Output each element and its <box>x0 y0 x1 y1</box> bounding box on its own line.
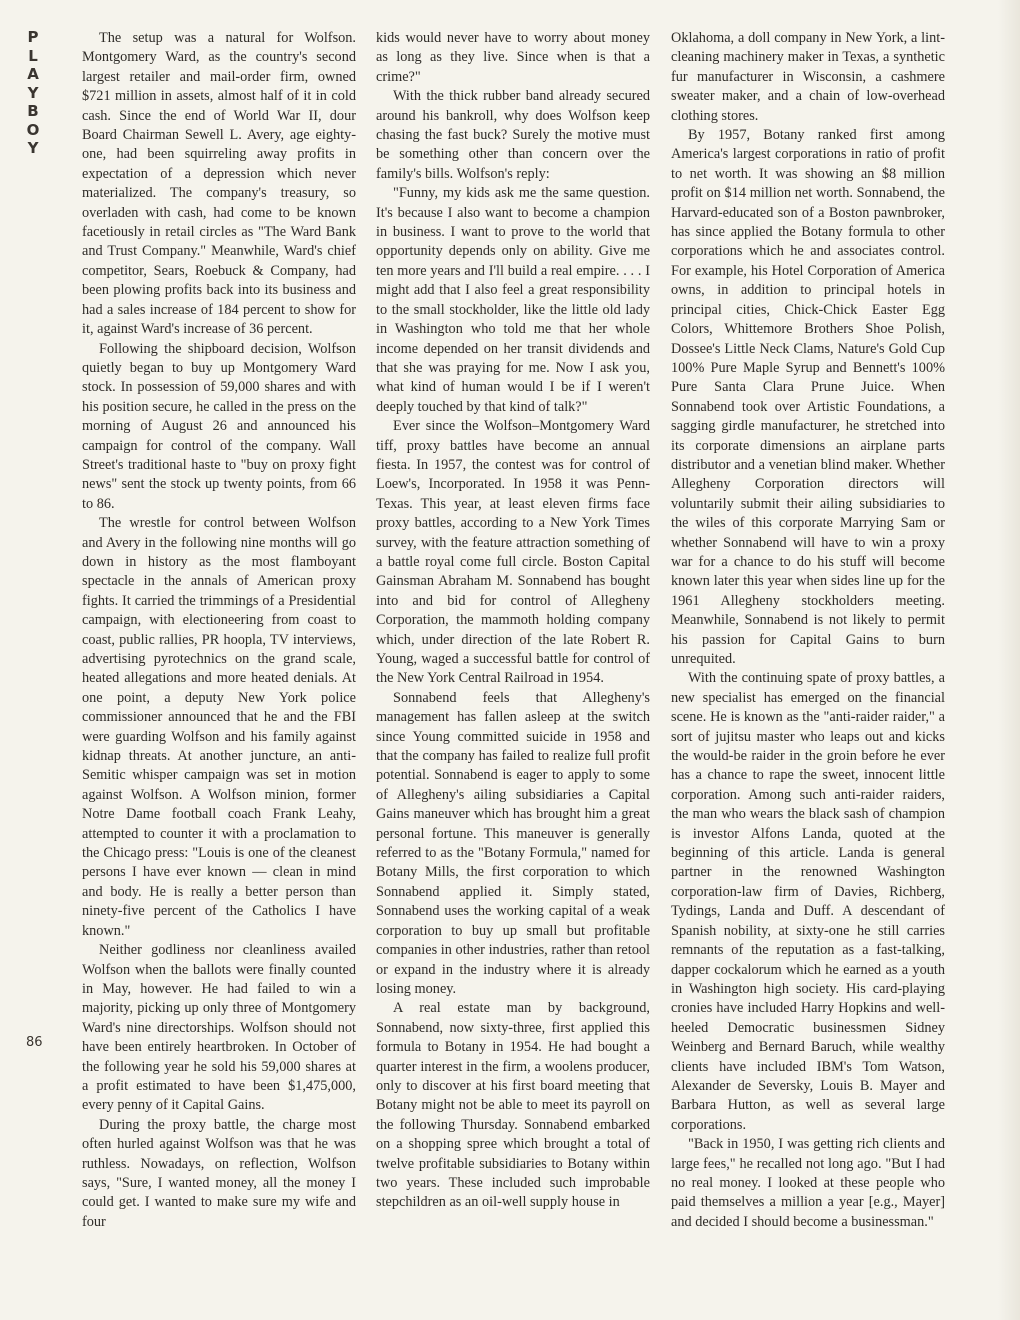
paragraph: By 1957, Botany ranked first among America's largest corporations in ratio of profit to net worth. It was showing an $8 million profit on $14 million net worth. Sonnabend, the Harvard-educated son of a Boston pawnbroker, has since applied the Botany formula to other corporations which he and associates control. For example, his Hotel Corporation of America owns, in addition to principal hotels in principal cities, Chick-Chick Easter Egg Colors, Whittemore Brothers Shoe Polish, Dossee's Little Neck Clams, Nature's Gold Cup 100% Pure Maple Syrup and Bennett's 100% Pure Santa Clara Prune Juice. When Sonnabend took over Artistic Foundations, a sagging girdle manufacturer, he stretched into its corporate dimensions an airplane parts distributor and a venetian blind maker. Whether Allegheny Corporation directors will voluntarily submit their ailing subsidiaries to the wiles of this corporate Marrying Sam or whether Sonnabend will have to win a proxy war for a chance to do his stuff will become known later this year when sides line up for the 1961 Allegheny stockholders meeting. Meanwhile, Sonnabend is not likely to permit his passion for Capital Gains to burn unrequited. <box>671 127 945 667</box>
masthead-letter: O <box>26 120 40 139</box>
paragraph: A real estate man by background, Sonnabend, now sixty-three, first applied this formula to Botany in 1954. He had bought a quarter interest in the firm, a woolens producer, only to discover at his first board meeting that Botany might not be able to meet its payroll on the following Thursday. Sonnabend embarked on a shopping spree which brought a total of twelve profitable subsidiaries to Botany within two years. These included such improbable stepchildren as an oil-well supply house in <box>376 1000 650 1211</box>
page-edge-shadow <box>998 0 1020 1320</box>
text-column-2 <box>376 29 650 1213</box>
paragraph: "Funny, my kids ask me the same question. It's because I also want to become a champion in business. I want to prove to the world that opportunity depends only on ability. Give me ten more years and I'll build a real empire. . . . I might add that I also feel a great responsibility to the small stockholder, like the little old lady in Washington who told me that her whole income depended on her transit dividends and that she was praying for me. Now I ask you, what kind of human would I be if I weren't deeply touched by that kind of talk?" <box>376 185 650 415</box>
paragraph: With the thick rubber band already secured around his bankroll, why does Wolfson keep chasing the fast buck? Surely the motive must be something other than concern over the family's bills. Wolfson's reply: <box>376 88 650 182</box>
paragraph: Neither godliness nor cleanliness availed Wolfson when the ballots were finally counted in May, however. He had failed to win a majority, picking up only three of Montgomery Ward's nine directorships. Wolfson should not have been entirely heartbroken. In October of the following year he sold his 59,000 shares at a profit estimated to have been $1,475,000, every penny of it Capital Gains. <box>82 942 356 1114</box>
masthead-letter: Y <box>27 83 39 102</box>
text-column-1 <box>82 29 356 1232</box>
paragraph-continued: Oklahoma, a doll company in New York, a lint-cleaning machinery maker in Texas, a synthetic fur manufacturer in Wisconsin, a cashmere sweater maker, and a chain of low-overhead clothing stores. <box>671 30 945 124</box>
masthead-vertical <box>23 28 43 158</box>
masthead-letter: B <box>27 102 39 120</box>
paragraph-continued: kids would never have to worry about money as long as they live. Since when is that a crime?" <box>376 30 650 85</box>
paragraph: Ever since the Wolfson–Montgomery Ward tiff, proxy battles have become an annual fiesta. In 1957, the contest was for control of Loew's, Incorporated. In 1958 it was Penn-Texas. This year, at least eleven firms face proxy battles, according to a New York Times survey, with the feature attraction something of a battle royal come full circle. Boston Capital Gainsman Abraham M. Sonnabend has bought into and bid for control of Allegheny Corporation, the mammoth holding company which, under direction of the late Robert R. Young, waged a successful battle for control of the New York Central Railroad in 1954. <box>376 418 650 687</box>
paragraph: During the proxy battle, the charge most often hurled against Wolfson was that he was ruthless. Nowadays, on reflection, Wolfson says, "Sure, I wanted money, all the money I could get. I wanted to make sure my wife and four <box>82 1116 356 1230</box>
paragraph: "Back in 1950, I was getting rich clients and large fees," he recalled not long ago. "But I had no real money. I looked at these people who paid themselves a million a year [e.g., Mayer] and decided I should become a businessman." <box>671 1136 945 1230</box>
masthead-letter: L <box>28 46 38 65</box>
text-column-3 <box>671 29 945 1232</box>
paragraph: The wrestle for control between Wolfson and Avery in the following nine months will go down in history as the most flamboyant spectacle in the annals of American proxy fights. It carried the trimmings of a Presidential campaign, with electioneering from coast to coast, public rallies, PR hoopla, TV interviews, advertising pyrotechnics on the grand scale, heated allegations and more heated denials. At one point, a deputy New York police commissioner announced that he and the FBI were guarding Wolfson and his family against kidnap threats. At another juncture, an anti-Semitic whisper campaign was set in motion against Wolfson. A Wolfson minion, former Notre Dame football coach Frank Leahy, attempted to counter it with a proclamation to the Chicago press: "Louis is one of the cleanest persons I have ever known — clean in mind and body. He is really a better person than ninety-five percent of the Catholics I have known." <box>82 515 356 939</box>
paragraph: The setup was a natural for Wolfson. Montgomery Ward, as the country's second largest retailer and mail-order firm, owned $721 million in assets, almost half of it in cold cash. Since the end of World War II, dour Board Chairman Sewell L. Avery, age eighty-one, had been squirreling away profits in expectation of a depression which never materialized. The company's treasury, so overladen with cash, had come to be known facetiously in retail circles as "The Ward Bank and Trust Company." Meanwhile, Ward's chief competitor, Sears, Roebuck & Company, had been plowing profits back into its business and had a sales increase of 184 percent to show for it, against Ward's increase of 36 percent. <box>82 30 356 338</box>
paragraph: Sonnabend feels that Allegheny's management has fallen asleep at the switch since Young committed suicide in 1958 and that the company has failed to realize full profit potential. Sonnabend is eager to apply to some of Allegheny's ailing subsidiaries a Capital Gains maneuver which has brought him a great personal fortune. This maneuver is generally referred to as the "Botany Formula," named for Botany Mills, the first corporation to which Sonnabend applied it. Simply stated, Sonnabend uses the working capital of a weak corporation to buy up small but profitable companies in other industries, rather than retool or expand in the industry where it is already losing money. <box>376 689 650 997</box>
paragraph: With the continuing spate of proxy battles, a new specialist has emerged on the financial scene. He is known as the "anti-raider raider," a sort of jujitsu master who leaps out and kicks the would-be raider in the groin before he ever has a chance to rape the sweet, innocent little corporation. Among such anti-raider raiders, the man who wears the black sash of champion is investor Alfons Landa, quoted at the beginning of this article. Landa is general partner in the renowned Washington corporation-law firm of Davies, Richberg, Tydings, Landa and Duff. A descendant of Spanish nobility, at sixty-one he still carries remnants of the reputation as a fast-talking, dapper cockalorum which he earned as a youth in Washington high society. His card-playing cronies have included Harry Hopkins and well-heeled Democratic businessmen Sidney Weinberg and Bernard Baruch, while wealthy clients have included IBM's Tom Watson, Alexander de Seversky, Louis B. Mayer and Barbara Hutton, as well as several large corporations. <box>671 670 945 1133</box>
masthead-letter: A <box>27 65 39 83</box>
masthead-letter: Y <box>27 139 39 157</box>
paragraph: Following the shipboard decision, Wolfson quietly began to buy up Montgomery Ward stock. In possession of 59,000 shares and with his position secure, he called in the press on the morning of August 26 and announced his campaign for control of the company. Wall Street's traditional haste to "buy on proxy fight news" sent the stock up twenty points, from 66 to 86. <box>82 340 356 512</box>
masthead-letter: P <box>27 28 39 46</box>
page-number: 86 <box>26 1035 43 1050</box>
